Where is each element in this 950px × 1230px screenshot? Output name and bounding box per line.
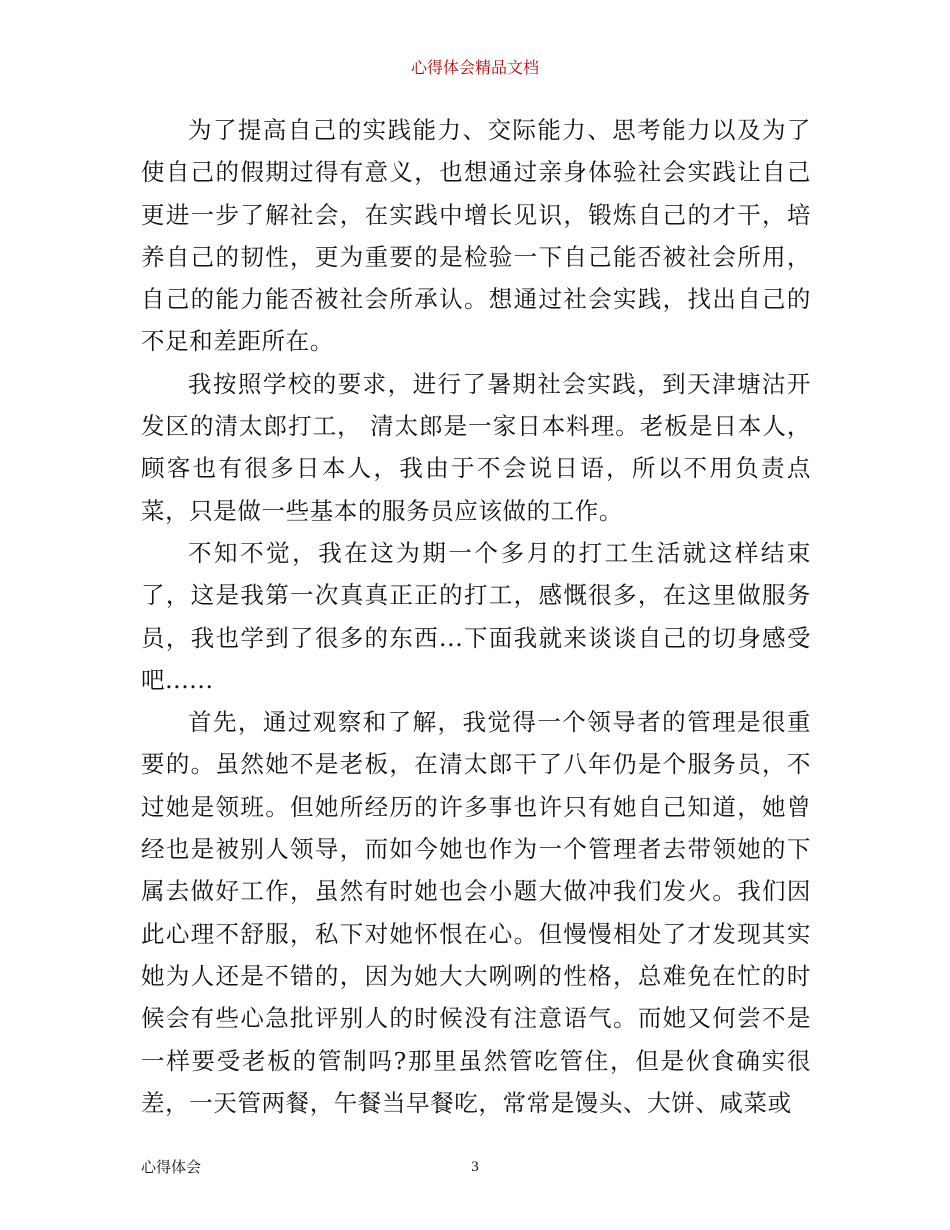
paragraph-4: 首先，通过观察和了解，我觉得一个领导者的管理是很重要的。虽然她不是老板，在清太郎干了八年仍是个服务员，不过她是领班。但她所经历的许多事也许只有她自己知道，她曾经也是被别人领导，而如今她也作为一个管理者去带领她的下属去做好工作，虽然有时她也会小题大做冲我们发火。我们因此心理不舒服，私下对她怀恨在心。但慢慢相处了才发现其实她为人还是不错的，因为她大大咧咧的性格，总难免在忙的时候会有些心急批评别人的时候没有注意语气。而她又何尝不是一样要受老板的管制吗?那里虽然管吃管住，但是伙食确实很差，一天管两餐，午餐当早餐吃，常常是馒头、大饼、咸菜或 [141, 708, 811, 1117]
paragraph-2: 我按照学校的要求，进行了暑期社会实践，到天津塘沽开发区的清太郎打工， 清太郎是一家日本料理。老板是日本人，顾客也有很多日本人，我由于不会说日语，所以不用负责点菜，只是做一些基本的服务员应该做的工作。 [141, 369, 811, 525]
paragraph-3: 不知不觉，我在这为期一个多月的打工生活就这样结束了，这是我第一次真真正正的打工，感慨很多，在这里做服务员，我也学到了很多的东西...下面我就来谈谈自己的切身感受吧...... [141, 538, 811, 694]
page-header-title: 心得体会精品文档 [410, 58, 539, 77]
page-number: 3 [471, 1159, 479, 1175]
paragraph-1: 为了提高自己的实践能力、交际能力、思考能力以及为了使自己的假期过得有意义，也想通过亲身体验社会实践让自己更进一步了解社会，在实践中增长见识，锻炼自己的才干，培养自己的韧性，更为重要的是检验一下自己能否被社会所用，自己的能力能否被社会所承认。想通过社会实践，找出自己的不足和差距所在。 [141, 116, 811, 356]
document-body [141, 109, 811, 1124]
footer-label: 心得体会 [141, 1158, 202, 1176]
